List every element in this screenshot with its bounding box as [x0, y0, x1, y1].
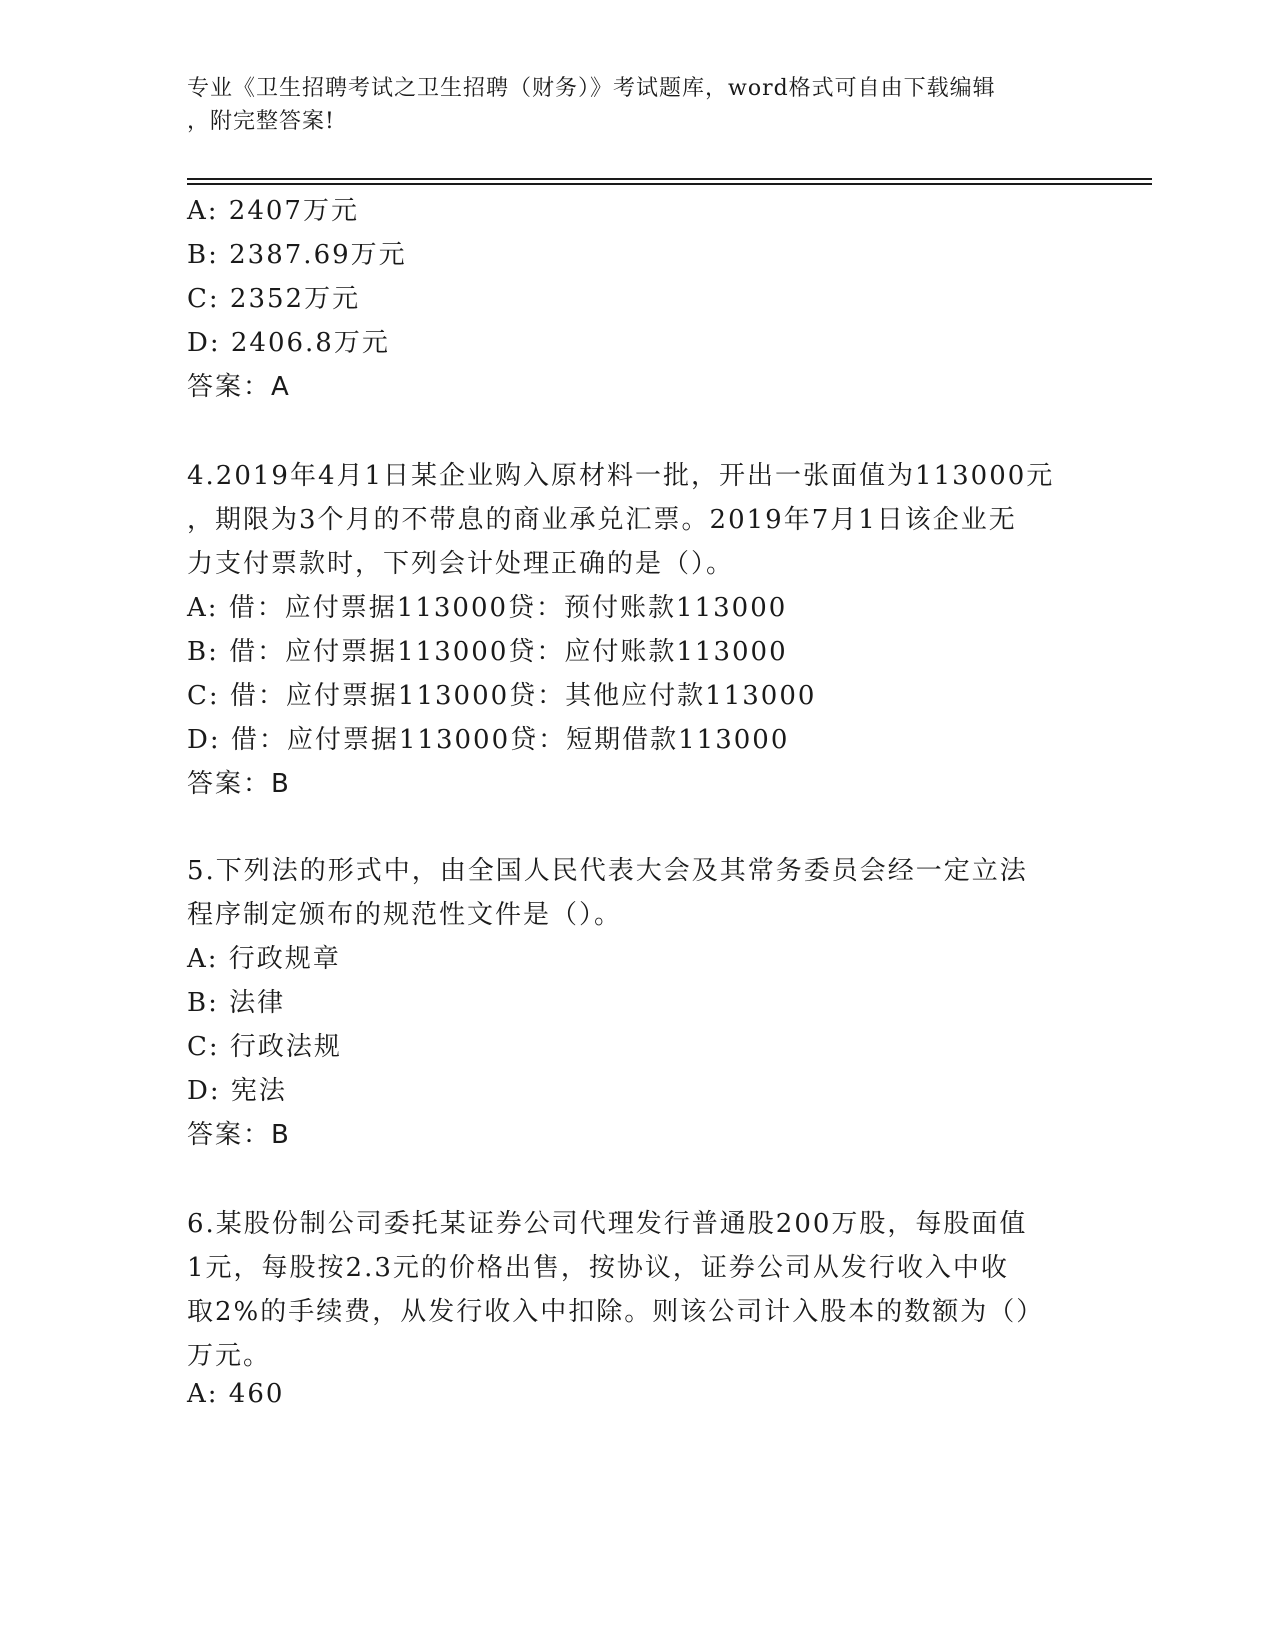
option-a: A: 2407万元 — [187, 196, 359, 226]
answer: 答案：A — [187, 372, 291, 402]
option-c: C: 行政法规 — [187, 1032, 342, 1062]
option-a: A: 460 — [187, 1379, 285, 1409]
question-stem-line: 5.下列法的形式中，由全国人民代表大会及其常务委员会经一定立法 — [187, 856, 1028, 886]
option-c: C: 2352万元 — [187, 284, 361, 314]
option-d: D: 宪法 — [187, 1076, 287, 1106]
question-stem-line: 6.某股份制公司委托某证券公司代理发行普通股200万股，每股面值 — [187, 1209, 1028, 1239]
header-rule-top — [187, 178, 1152, 180]
question-stem-line: 取2%的手续费，从发行收入中扣除。则该公司计入股本的数额为（） — [187, 1297, 1045, 1327]
option-b: B: 2387.69万元 — [187, 240, 407, 270]
option-b: B: 借：应付票据113000贷：应付账款113000 — [187, 637, 788, 667]
header-line-2: ，附完整答案! — [187, 109, 335, 134]
question-stem-line: ，期限为3个月的不带息的商业承兑汇票。2019年7月1日该企业无 — [187, 505, 1017, 535]
option-d: D: 2406.8万元 — [187, 328, 390, 358]
question-stem-line: 万元。 — [187, 1341, 272, 1371]
option-d: D: 借：应付票据113000贷：短期借款113000 — [187, 725, 790, 755]
answer: 答案：B — [187, 769, 291, 799]
answer: 答案：B — [187, 1120, 291, 1150]
question-stem-line: 力支付票款时，下列会计处理正确的是（）。 — [187, 549, 735, 579]
option-c: C: 借：应付票据113000贷：其他应付款113000 — [187, 681, 817, 711]
option-b: B: 法律 — [187, 988, 286, 1018]
option-a: A: 借：应付票据113000贷：预付账款113000 — [187, 593, 788, 623]
header-rule-bottom — [187, 183, 1152, 185]
question-stem-line: 1元，每股按2.3元的价格出售，按协议，证券公司从发行收入中收 — [187, 1253, 1009, 1283]
question-stem-line: 4.2019年4月1日某企业购入原材料一批，开出一张面值为113000元 — [187, 461, 1055, 491]
option-a: A: 行政规章 — [187, 944, 341, 974]
header-line-1: 专业《卫生招聘考试之卫生招聘（财务）》考试题库，word格式可自由下载编辑 — [187, 76, 996, 101]
header-text — [187, 72, 1067, 138]
question-stem-line: 程序制定颁布的规范性文件是（）。 — [187, 900, 623, 930]
